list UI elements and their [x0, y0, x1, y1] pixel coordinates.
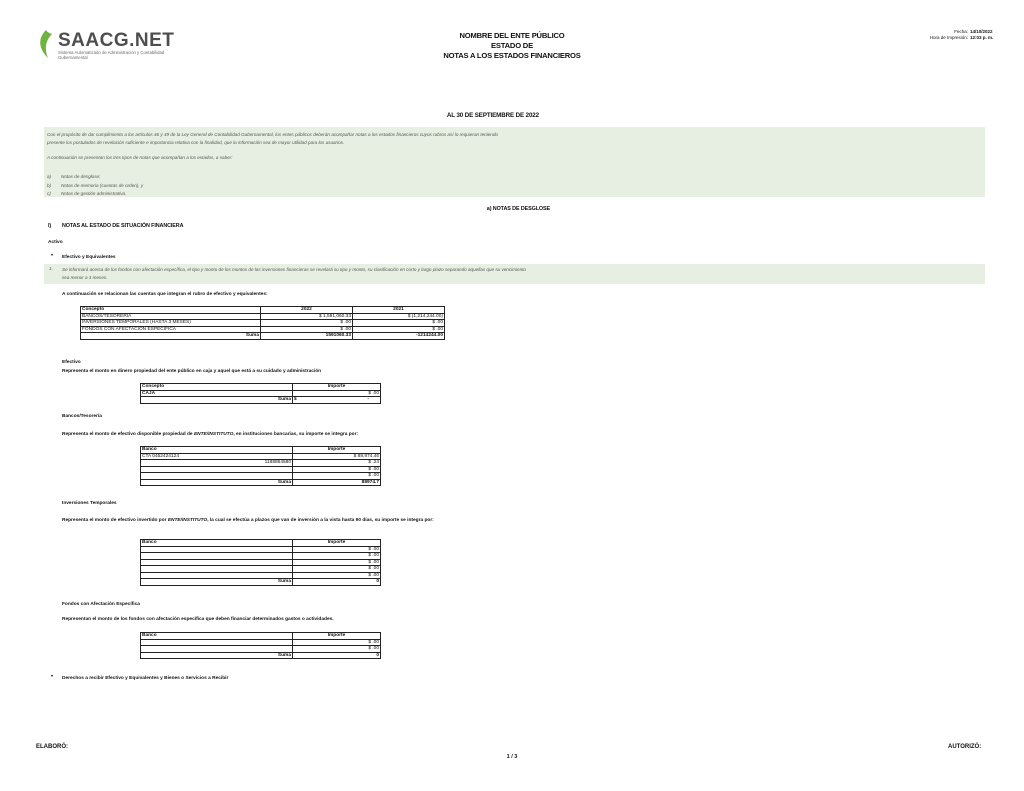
bancos-desc: Representa el monto de efectivo disponible propiedad de ENTE/INSTITUTO, en instituciones bancarias, su importe se integra por: — [62, 432, 359, 437]
table-row: $ .00 — [141, 639, 381, 646]
table-row: $ .00 — [141, 559, 381, 566]
fondos-heading: Fondos con Afectación Específica — [62, 602, 140, 607]
bullet-icon: • — [51, 674, 54, 680]
table1-intro: A continuación se relacionan las cuentas que integran el rubro de efectivo y equivalentes: — [62, 292, 268, 297]
derechos-heading: Derechos a recibir Efectivo y Equivalentes y Bienes o Servicios a Recibir — [62, 676, 229, 681]
bancos-heading: Bancos/Tesorería — [62, 414, 102, 419]
autorizo-label: AUTORIZÓ: — [948, 744, 982, 750]
inversiones-heading: Inversiones Temporales — [62, 501, 117, 506]
investments-table — [140, 539, 381, 586]
fondos-desc: Representan el monto de los fondos con afectación específica que deben financiar determinados gastos o actividades. — [62, 617, 334, 622]
intro-box — [44, 127, 985, 197]
table-row: $ .00 — [141, 572, 381, 579]
hora-value: 12:03 p. m. — [970, 35, 994, 40]
table-row: $ .00 — [141, 546, 381, 553]
leaf-icon — [36, 28, 58, 60]
table-header: Banco Importe — [141, 540, 381, 547]
table-row: BANCOS/TESORERÍA $ 1,591,060.33 $ (1,214,244.00) — [82, 313, 443, 319]
table-row: CAJA $ .00 — [142, 390, 379, 396]
intro-paragraph-2: A continuación se presentan los tres tipos de notas que acompañan a los estados, a saber: — [47, 155, 233, 160]
header-entity: NOMBRE DEL ENTE PÚBLICO — [459, 31, 565, 40]
report-date: AL 30 DE SEPTIEMBRE DE 2022 — [446, 112, 539, 119]
hora-label: Hora de Impresión: — [929, 35, 968, 40]
table-row: INVERSIONES TEMPORALES (HASTA 3 MESES) $ .00 $ .00 — [82, 320, 443, 326]
logo — [36, 28, 175, 62]
header-title: NOTAS A LOS ESTADOS FINANCIEROS — [443, 51, 581, 60]
elaboro-label: ELABORÓ: — [36, 744, 68, 750]
page-number: 1 / 3 — [506, 754, 518, 760]
efectivo-heading: Efectivo — [62, 360, 81, 365]
list-item: b) Notas de memoria (cuentas de orden), y — [47, 183, 144, 188]
note-1-text: Se informará acerca de los fondos con afectación específica, el tipo y monto de los montos de las inversiones financieras se revelará su tipo y monto, su clasificación en corto y largo plazo separando aquellas que su vencimiento sea menor a 3 meses. — [62, 267, 526, 280]
table-total-row: Suma 0 — [141, 652, 381, 659]
list-item: a) Notas de desglose; — [47, 174, 101, 179]
table-row: $ .00 — [141, 466, 381, 473]
cash-equivalents-table — [80, 306, 445, 340]
table-total-row: Suma 88974.7 — [141, 479, 381, 486]
table-total-row: Suma 1591060.33 -1214244.00 — [81, 333, 445, 340]
activo-heading: Activo — [48, 240, 63, 245]
cash-table — [140, 383, 381, 404]
specific-funds-table — [140, 632, 381, 659]
table-row: FONDOS CON AFECTACIÓN ESPECÍFICA $ .00 $ .00 — [82, 326, 443, 332]
banks-table — [140, 446, 381, 486]
table-header: Banco Importe — [141, 447, 381, 454]
section-i-num: I) — [48, 223, 52, 229]
table-total-row: Suma 0 — [141, 579, 381, 586]
table-row: $ .00 — [141, 646, 381, 653]
table-total-row: Suma $ - — [141, 397, 381, 404]
note-1-num: 1. — [49, 267, 54, 272]
note-1-box — [44, 264, 985, 284]
fecha-label: Fecha: — [954, 29, 968, 34]
logo-subtitle: Sistema Automatizado de Administración y Contabilidad Gubernamental — [58, 50, 165, 60]
fecha-value: 14/10/2022 — [970, 29, 993, 34]
table-header: Concepto Importe — [141, 384, 381, 391]
logo-text: SAACG.NET — [58, 30, 175, 51]
table-row: $ .00 — [141, 566, 381, 573]
efectivo-desc: Representa el monto en dinero propiedad del ente público en caja y aquel que está a su cuidado y administración — [62, 369, 322, 374]
table-row: $ .00 — [141, 473, 381, 480]
section-a-title: a) NOTAS DE DESGLOSE — [486, 206, 550, 212]
intro-paragraph-1: Con el propósito de dar cumplimiento a los artículos 46 y 49 de la Ley General de Contabilidad Gubernamental, los entes públicos deberán acompañar notas a los estados financieros cuyos rubros así lo requieran teniendo presente los postulados de revelación suficiente e importancia relativa con la finalidad, que la información sea de mayor utilidad para los usuarios. — [47, 132, 498, 145]
efectivo-eq-heading: Efectivo y Equivalentes — [62, 255, 116, 260]
header-statement: ESTADO DE — [491, 41, 533, 50]
bullet-icon: • — [51, 253, 54, 259]
table-header: Banco Importe — [141, 633, 381, 640]
table-row: $ .00 — [141, 553, 381, 560]
section-i-title: NOTAS AL ESTADO DE SITUACIÓN FINANCIERA — [62, 223, 184, 229]
inversiones-desc: Representa el monto de efectivo invertido por ENTE/INSTITUTO, la cual se efectúa a plazos que van de inversión a la vista hasta 90 días, su importe se integra por: — [62, 518, 434, 523]
table-header: Concepto 2022 2021 — [81, 307, 445, 314]
table-row: 1188864580 $ .24 — [141, 460, 381, 467]
list-item: c) Notas de gestión administrativa. — [47, 191, 127, 196]
table-row: CTA 0452424124 $ 88,974.46 — [142, 453, 379, 459]
